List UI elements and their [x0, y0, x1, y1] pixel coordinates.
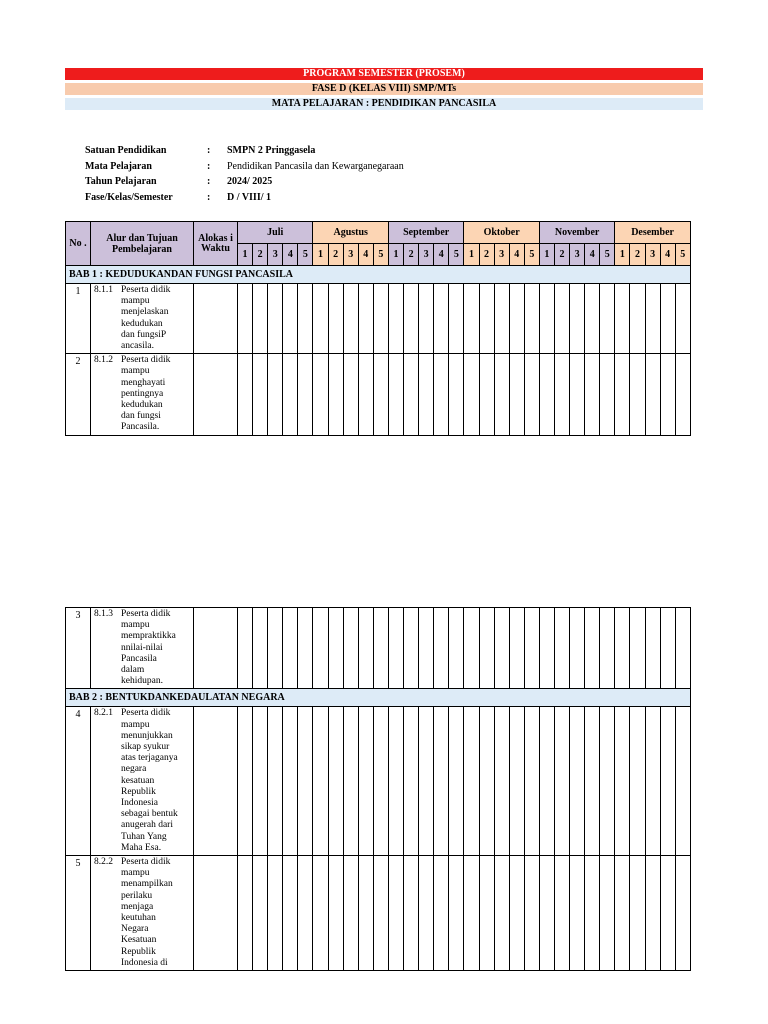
col-header-no: No .: [66, 222, 91, 266]
week-cell: [419, 608, 434, 689]
week-cell: [434, 707, 449, 856]
week-cell: [388, 354, 403, 435]
program-table-page-1: [65, 221, 691, 436]
week-cell: [464, 856, 479, 971]
objective-line: menjelaskan: [121, 307, 169, 318]
info-row: [85, 190, 585, 206]
objective-line: menjaga: [121, 901, 154, 912]
objective-line: mampu: [121, 620, 150, 631]
table-row: [66, 354, 691, 435]
week-header: 5: [600, 244, 615, 266]
week-cell: [404, 284, 419, 354]
week-cell: [283, 284, 298, 354]
phase-title: FASE D (KELAS VIII) SMP/MTs: [65, 83, 703, 95]
chapter-title: BAB 1 : KEDUDUKANDAN FUNGSI PANCASILA: [66, 266, 691, 284]
week-header: 5: [675, 244, 690, 266]
week-cell: [630, 707, 645, 856]
week-cell: [615, 856, 630, 971]
week-cell: [509, 284, 524, 354]
week-cell: [328, 608, 343, 689]
col-header-alur: Alur dan Tujuan Pembelajaran: [91, 222, 194, 266]
week-cell: [479, 608, 494, 689]
week-cell: [600, 856, 615, 971]
objective-line: Indonesia di: [121, 957, 168, 968]
objective-line: mampu: [121, 296, 150, 307]
doc-title: PROGRAM SEMESTER (PROSEM): [65, 68, 703, 80]
objective-text: [121, 857, 193, 969]
col-header-alokasi: Alokas i Waktu: [194, 222, 238, 266]
info-colon: :: [207, 176, 211, 187]
week-cell: [600, 707, 615, 856]
allocation-cell: [194, 608, 238, 689]
info-value: D / VIII/ 1: [227, 191, 271, 203]
week-header: 1: [388, 244, 403, 266]
objective-line: mampu: [121, 366, 150, 377]
week-cell: [298, 707, 313, 856]
week-cell: [645, 856, 660, 971]
week-cell: [660, 284, 675, 354]
objective-line: kehidupan.: [121, 676, 163, 687]
week-header: 4: [434, 244, 449, 266]
week-cell: [479, 856, 494, 971]
objective-text: [121, 355, 193, 433]
week-header: 3: [343, 244, 358, 266]
week-cell: [509, 608, 524, 689]
week-header: 3: [268, 244, 283, 266]
chapter-title: BAB 2 : BENTUKDANKEDAULATAN NEGARA: [66, 689, 691, 707]
objective-line: Peserta didik: [121, 285, 171, 295]
week-cell: [494, 284, 509, 354]
info-colon: :: [207, 145, 211, 156]
week-cell: [645, 707, 660, 856]
week-cell: [479, 354, 494, 435]
week-cell: [343, 707, 358, 856]
week-cell: [585, 608, 600, 689]
week-cell: [373, 856, 388, 971]
objective-line: perilaku: [121, 890, 153, 901]
objective-line: Tuhan Yang: [121, 831, 167, 842]
objective-line: Peserta didik: [121, 708, 171, 719]
week-cell: [509, 354, 524, 435]
week-header: 1: [238, 244, 253, 266]
objective-line: Pancasila.: [121, 422, 160, 433]
week-cell: [283, 707, 298, 856]
week-cell: [660, 354, 675, 435]
info-block: [85, 143, 585, 205]
objective-line: Peserta didik: [121, 609, 171, 619]
week-cell: [630, 856, 645, 971]
objective-line: Peserta didik: [121, 857, 171, 868]
week-cell: [585, 856, 600, 971]
week-cell: [253, 284, 268, 354]
week-cell: [675, 284, 690, 354]
week-header: 3: [494, 244, 509, 266]
program-table-page-2: [65, 607, 691, 971]
week-cell: [630, 608, 645, 689]
week-header: 2: [328, 244, 343, 266]
week-cell: [509, 707, 524, 856]
week-cell: [675, 608, 690, 689]
week-cell: [554, 354, 569, 435]
week-cell: [358, 354, 373, 435]
objective-line: kedudukan: [121, 400, 163, 411]
objective-line: Republik: [121, 946, 156, 957]
week-cell: [343, 856, 358, 971]
week-cell: [449, 354, 464, 435]
week-cell: [313, 284, 328, 354]
month-header: September: [388, 222, 463, 244]
table-row: [66, 856, 691, 971]
objective-text: [121, 285, 193, 352]
week-cell: [268, 856, 283, 971]
week-cell: [313, 856, 328, 971]
week-cell: [238, 608, 253, 689]
week-cell: [554, 856, 569, 971]
week-cell: [645, 608, 660, 689]
week-cell: [585, 354, 600, 435]
week-header: 4: [509, 244, 524, 266]
week-cell: [615, 707, 630, 856]
week-cell: [449, 856, 464, 971]
week-cell: [373, 284, 388, 354]
month-header: Juli: [238, 222, 313, 244]
week-cell: [494, 707, 509, 856]
week-cell: [434, 284, 449, 354]
week-cell: [283, 608, 298, 689]
week-cell: [238, 707, 253, 856]
week-cell: [539, 354, 554, 435]
objective-line: Kesatuan: [121, 935, 157, 946]
week-cell: [524, 856, 539, 971]
week-cell: [615, 354, 630, 435]
objective-line: mempraktikka: [121, 631, 176, 642]
week-cell: [388, 284, 403, 354]
week-header: 3: [645, 244, 660, 266]
week-cell: [570, 856, 585, 971]
info-colon: :: [207, 160, 211, 172]
week-cell: [615, 608, 630, 689]
week-header: 2: [479, 244, 494, 266]
week-cell: [600, 284, 615, 354]
week-cell: [268, 608, 283, 689]
week-cell: [419, 707, 434, 856]
week-cell: [268, 354, 283, 435]
week-cell: [313, 707, 328, 856]
week-cell: [509, 856, 524, 971]
objective-line: sebagai bentuk: [121, 809, 178, 820]
week-cell: [675, 707, 690, 856]
week-cell: [419, 856, 434, 971]
week-cell: [449, 707, 464, 856]
week-cell: [404, 856, 419, 971]
objective-line: ancasila.: [121, 341, 154, 352]
objective-cell: [91, 608, 194, 689]
week-header: 5: [449, 244, 464, 266]
objective-line: menghayati: [121, 377, 166, 388]
objective-line: Pancasila: [121, 653, 157, 664]
week-header: 4: [585, 244, 600, 266]
week-cell: [570, 608, 585, 689]
week-cell: [238, 856, 253, 971]
week-cell: [404, 608, 419, 689]
objective-code: 8.1.2: [94, 355, 113, 366]
info-value: SMPN 2 Pringgasela: [227, 145, 316, 156]
chapter-row: [66, 689, 691, 707]
week-cell: [343, 354, 358, 435]
table-row: [66, 608, 691, 689]
row-number: 3: [66, 608, 91, 689]
objective-code: 8.1.3: [94, 609, 113, 619]
week-cell: [388, 608, 403, 689]
allocation-cell: [194, 354, 238, 435]
week-cell: [660, 707, 675, 856]
week-cell: [313, 354, 328, 435]
row-number: 1: [66, 284, 91, 354]
week-cell: [570, 284, 585, 354]
week-cell: [600, 354, 615, 435]
allocation-cell: [194, 856, 238, 971]
week-cell: [675, 354, 690, 435]
objective-line: anugerah dari: [121, 820, 173, 831]
info-label: Satuan Pendidikan: [85, 145, 167, 156]
objective-cell: [91, 284, 194, 354]
week-cell: [313, 608, 328, 689]
week-cell: [358, 856, 373, 971]
objective-line: mampu: [121, 719, 150, 730]
week-cell: [570, 707, 585, 856]
week-cell: [434, 856, 449, 971]
month-header: Oktober: [464, 222, 539, 244]
week-cell: [585, 284, 600, 354]
week-cell: [373, 707, 388, 856]
week-cell: [449, 284, 464, 354]
week-cell: [554, 707, 569, 856]
week-cell: [268, 707, 283, 856]
objective-line: Maha Esa.: [121, 842, 162, 853]
week-cell: [358, 608, 373, 689]
week-cell: [298, 284, 313, 354]
week-cell: [373, 608, 388, 689]
week-cell: [479, 284, 494, 354]
header-row-months: [66, 222, 691, 244]
week-cell: [630, 284, 645, 354]
allocation-cell: [194, 707, 238, 856]
info-label: Mata Pelajaran: [85, 160, 152, 172]
week-header: 4: [283, 244, 298, 266]
week-cell: [253, 354, 268, 435]
month-header: November: [539, 222, 614, 244]
week-cell: [253, 856, 268, 971]
info-label: Tahun Pelajaran: [85, 176, 157, 187]
objective-line: mampu: [121, 868, 150, 879]
week-cell: [434, 608, 449, 689]
week-cell: [283, 856, 298, 971]
objective-code: 8.2.1: [94, 708, 113, 719]
objective-line: atas terjaganya: [121, 753, 178, 764]
info-row: [85, 143, 585, 159]
objective-line: menampilkan: [121, 879, 173, 890]
week-header: 3: [570, 244, 585, 266]
chapter-row: [66, 266, 691, 284]
row-number: 5: [66, 856, 91, 971]
objective-line: kedudukan: [121, 318, 163, 329]
objective-line: Negara: [121, 924, 149, 935]
week-cell: [539, 284, 554, 354]
week-cell: [298, 856, 313, 971]
objective-line: kesatuan: [121, 775, 155, 786]
week-cell: [343, 608, 358, 689]
week-cell: [388, 707, 403, 856]
week-cell: [388, 856, 403, 971]
week-cell: [539, 608, 554, 689]
week-header: 3: [419, 244, 434, 266]
week-cell: [464, 707, 479, 856]
week-cell: [645, 354, 660, 435]
week-cell: [554, 284, 569, 354]
info-value: Pendidikan Pancasila dan Kewarganegaraan: [227, 160, 404, 172]
subject-title: MATA PELAJARAN : PENDIDIKAN PANCASILA: [65, 98, 703, 110]
objective-line: dalam: [121, 665, 145, 676]
week-header: 2: [630, 244, 645, 266]
week-cell: [358, 707, 373, 856]
week-cell: [464, 284, 479, 354]
row-number: 4: [66, 707, 91, 856]
week-cell: [464, 608, 479, 689]
info-row: [85, 174, 585, 190]
objective-line: dan fungsiP: [121, 329, 167, 340]
objective-line: nnilai-nilai: [121, 642, 163, 653]
week-cell: [660, 608, 675, 689]
week-cell: [494, 856, 509, 971]
week-cell: [570, 354, 585, 435]
week-cell: [419, 284, 434, 354]
week-cell: [660, 856, 675, 971]
objective-line: Republik: [121, 786, 156, 797]
week-header: 5: [373, 244, 388, 266]
week-cell: [645, 284, 660, 354]
week-cell: [615, 284, 630, 354]
table-row: [66, 707, 691, 856]
week-header: 2: [404, 244, 419, 266]
objective-cell: [91, 856, 194, 971]
info-value: 2024/ 2025: [227, 176, 273, 187]
week-cell: [298, 608, 313, 689]
week-cell: [554, 608, 569, 689]
week-cell: [539, 707, 554, 856]
week-cell: [373, 354, 388, 435]
week-header: 1: [539, 244, 554, 266]
week-cell: [600, 608, 615, 689]
objective-line: menunjukkan: [121, 730, 173, 741]
week-header: 1: [615, 244, 630, 266]
week-cell: [298, 354, 313, 435]
month-header: Agustus: [313, 222, 388, 244]
week-cell: [464, 354, 479, 435]
objective-line: dan fungsi: [121, 411, 161, 422]
week-cell: [238, 284, 253, 354]
objective-text: [121, 609, 193, 687]
week-cell: [524, 284, 539, 354]
week-cell: [494, 354, 509, 435]
week-cell: [343, 284, 358, 354]
week-cell: [524, 608, 539, 689]
objective-code: 8.2.2: [94, 857, 113, 868]
week-cell: [328, 354, 343, 435]
week-cell: [419, 354, 434, 435]
allocation-cell: [194, 284, 238, 354]
week-cell: [238, 354, 253, 435]
objective-text: [121, 708, 193, 854]
week-cell: [328, 284, 343, 354]
objective-line: Peserta didik: [121, 355, 171, 366]
week-cell: [253, 707, 268, 856]
week-cell: [494, 608, 509, 689]
week-header: 4: [660, 244, 675, 266]
week-cell: [524, 707, 539, 856]
week-cell: [328, 856, 343, 971]
week-header: 1: [313, 244, 328, 266]
week-cell: [253, 608, 268, 689]
info-row: [85, 159, 585, 175]
objective-cell: [91, 707, 194, 856]
week-cell: [630, 354, 645, 435]
objective-line: sikap syukur: [121, 742, 170, 753]
week-cell: [539, 856, 554, 971]
week-cell: [268, 284, 283, 354]
week-cell: [585, 707, 600, 856]
week-header: 5: [298, 244, 313, 266]
week-cell: [404, 354, 419, 435]
objective-line: negara: [121, 764, 147, 775]
table-row: [66, 284, 691, 354]
week-cell: [524, 354, 539, 435]
week-header: 2: [253, 244, 268, 266]
month-header: Desember: [615, 222, 690, 244]
week-cell: [328, 707, 343, 856]
objective-line: Indonesia: [121, 798, 158, 809]
info-colon: :: [207, 191, 211, 203]
week-cell: [404, 707, 419, 856]
week-cell: [358, 284, 373, 354]
objective-line: pentingnya: [121, 388, 164, 399]
week-cell: [675, 856, 690, 971]
info-label: Fase/Kelas/Semester: [85, 191, 173, 203]
week-header: 1: [464, 244, 479, 266]
week-cell: [283, 354, 298, 435]
row-number: 2: [66, 354, 91, 435]
week-cell: [434, 354, 449, 435]
week-cell: [449, 608, 464, 689]
objective-cell: [91, 354, 194, 435]
week-header: 2: [554, 244, 569, 266]
objective-code: 8.1.1: [94, 285, 113, 295]
week-header: 5: [524, 244, 539, 266]
objective-line: keutuhan: [121, 913, 156, 924]
week-header: 4: [358, 244, 373, 266]
week-cell: [479, 707, 494, 856]
